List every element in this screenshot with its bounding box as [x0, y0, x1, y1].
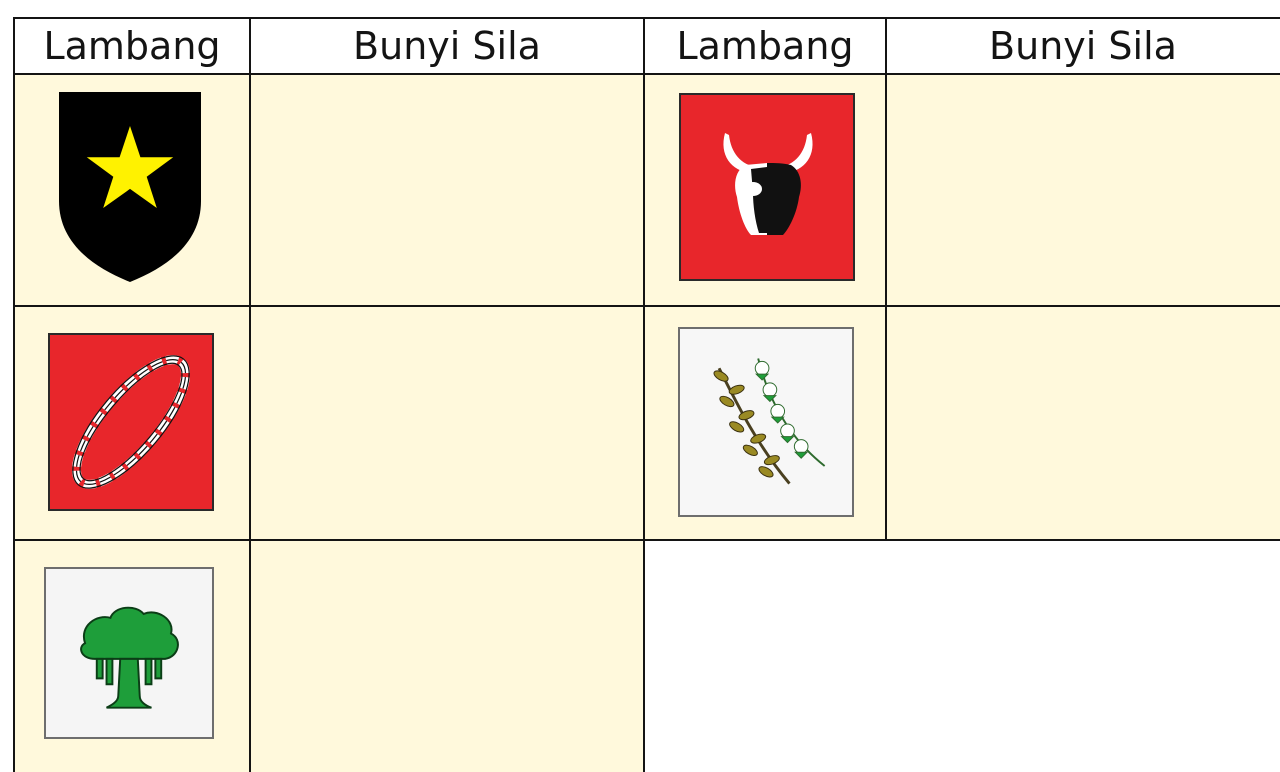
- banyan-tree-icon: [44, 567, 214, 739]
- star-shield-icon: [58, 91, 202, 283]
- table-border-top: [14, 17, 1280, 19]
- header-label: Lambang: [676, 24, 854, 68]
- header-label: Bunyi Sila: [989, 24, 1177, 68]
- bunyi-sila-cell[interactable]: [250, 306, 644, 540]
- column-divider: [643, 17, 645, 772]
- header-lambang-1: [14, 18, 250, 74]
- bunyi-sila-cell[interactable]: [250, 74, 644, 306]
- header-bunyi-sila-2: [886, 18, 1280, 74]
- column-divider: [885, 17, 887, 540]
- header-divider: [14, 73, 1280, 75]
- bunyi-sila-cell[interactable]: [250, 540, 644, 772]
- bull-head-icon: [679, 93, 855, 281]
- header-lambang-2: [644, 18, 886, 74]
- bunyi-sila-cell[interactable]: [886, 74, 1280, 306]
- row-divider: [14, 305, 1280, 307]
- header-label: Bunyi Sila: [353, 24, 541, 68]
- header-bunyi-sila-1: [250, 18, 644, 74]
- header-label: Lambang: [43, 24, 221, 68]
- row-divider: [14, 539, 1280, 541]
- column-divider: [249, 17, 251, 772]
- bunyi-sila-cell[interactable]: [886, 306, 1280, 540]
- table-border-left: [13, 17, 15, 772]
- chain-icon: [48, 333, 214, 511]
- rice-cotton-icon: [678, 327, 854, 517]
